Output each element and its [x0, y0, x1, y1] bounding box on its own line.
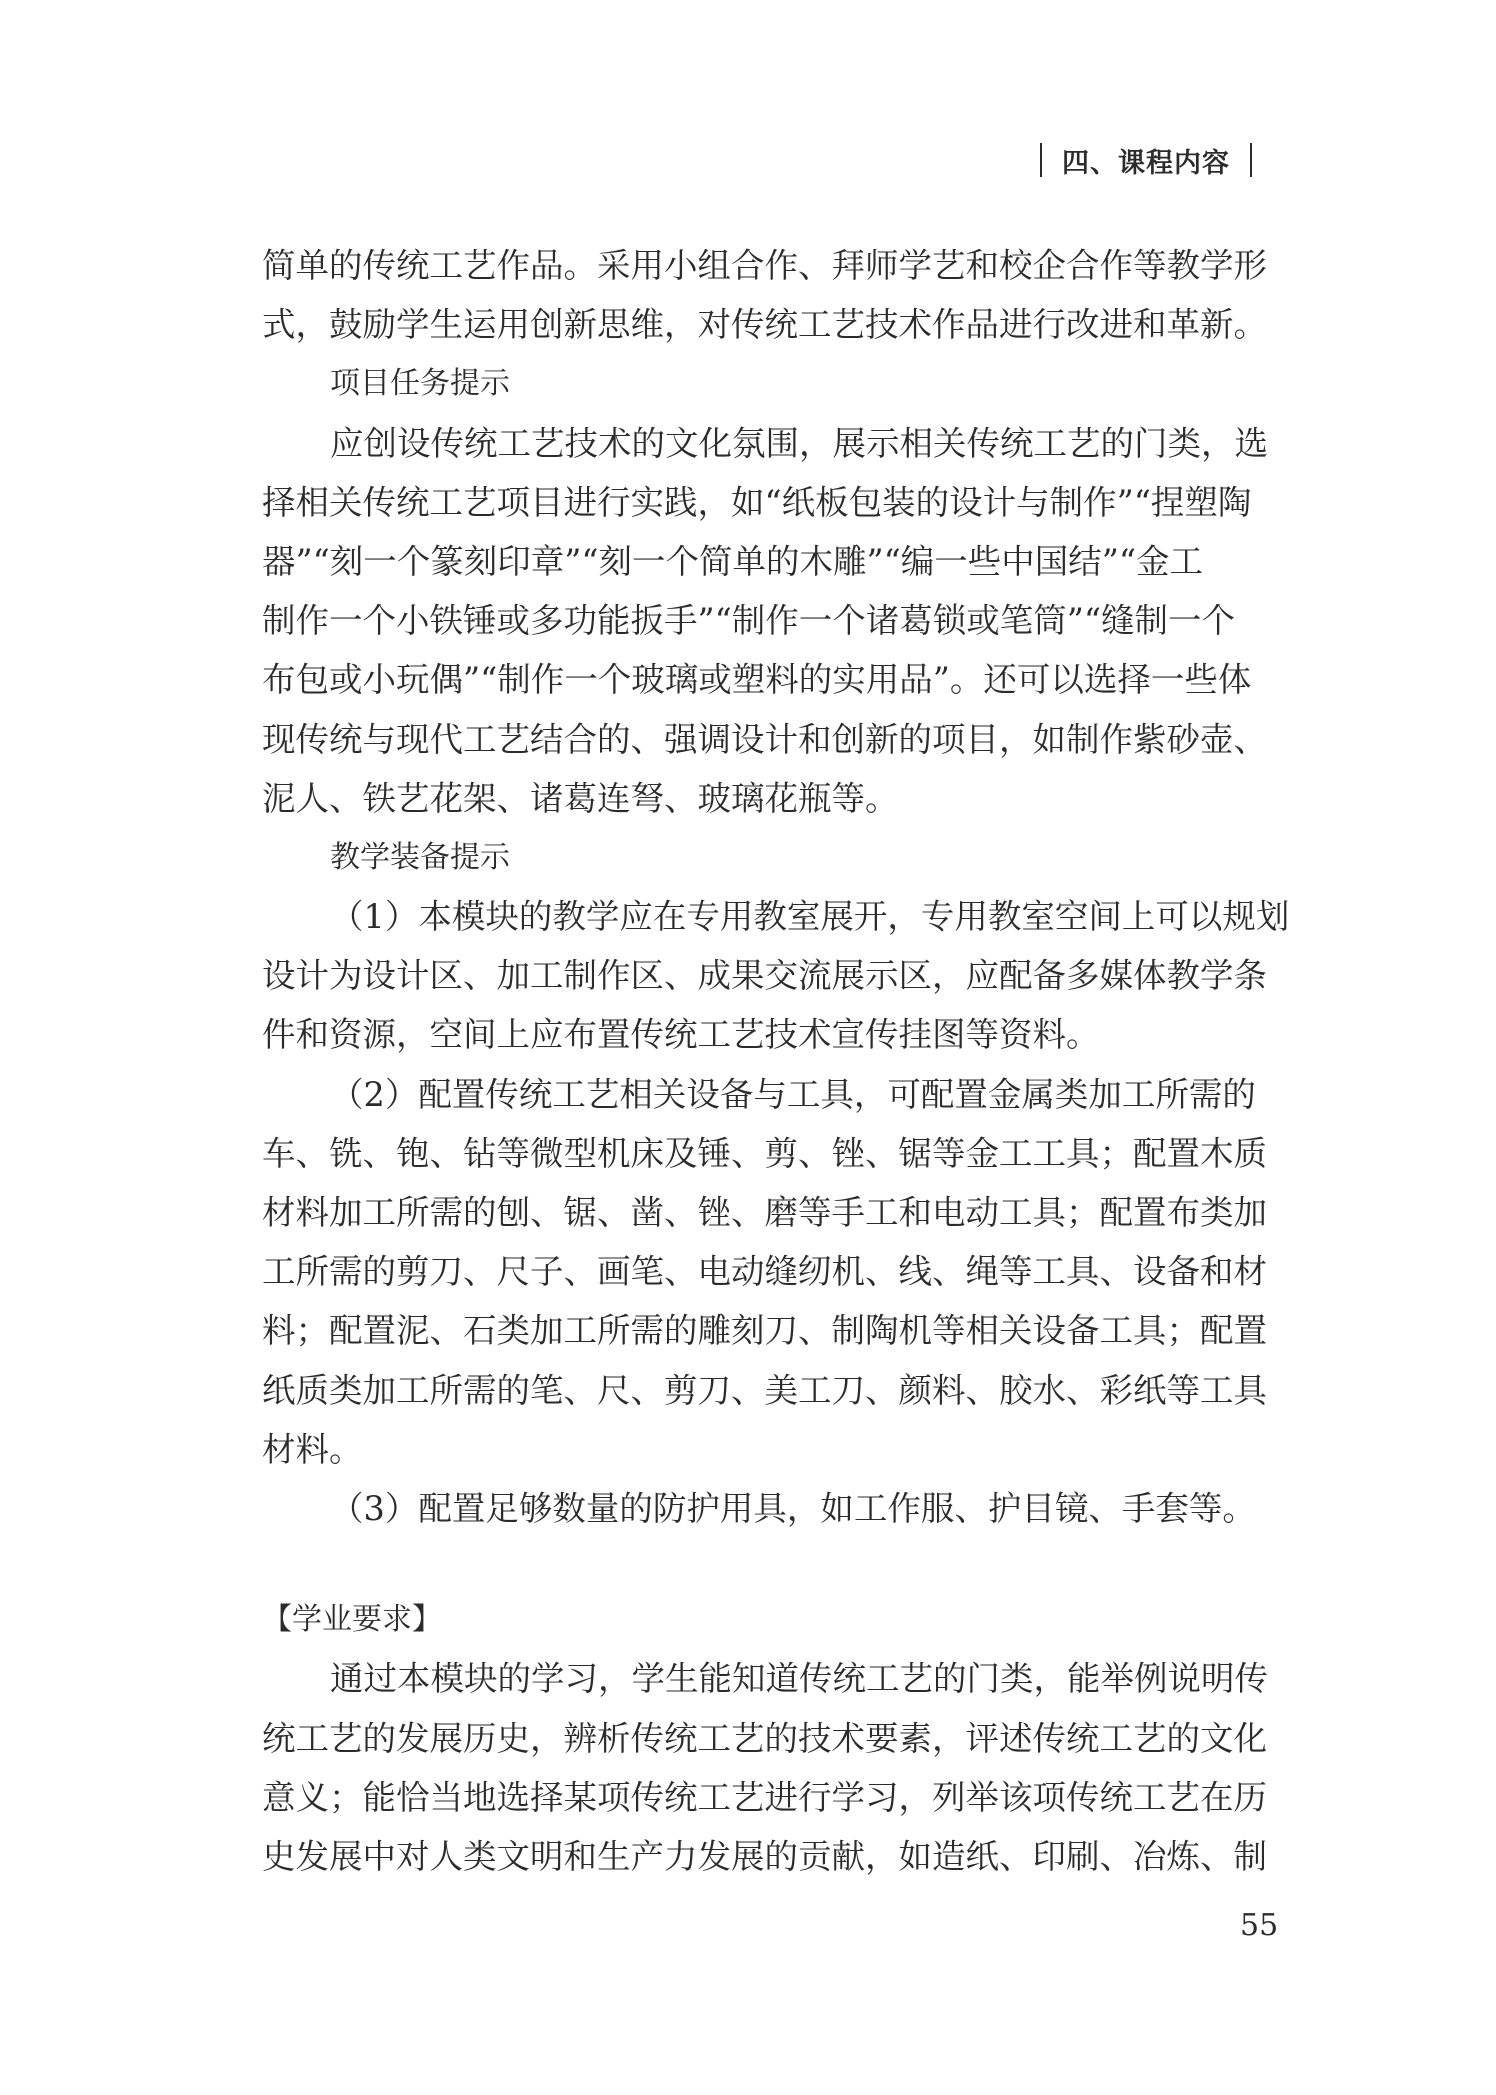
body-text	[262, 236, 1290, 1886]
text-line: 布包或小玩偶”“制作一个玻璃或塑料的实用品”。还可以选择一些体	[262, 660, 1252, 700]
page-number: 55	[1240, 1908, 1279, 1943]
text-line: 统工艺的发展历史，辨析传统工艺的技术要素，评述传统工艺的文化	[262, 1718, 1267, 1758]
text-line: 意义；能恰当地选择某项传统工艺进行学习，列举该项传统工艺在历	[262, 1777, 1267, 1817]
text-line: （3）配置足够数量的防护用具，如工作服、护目镜、手套等。	[330, 1488, 1256, 1528]
text-line: 纸质类加工所需的笔、尺、剪刀、美工刀、颜料、胶水、彩纸等工具	[262, 1370, 1267, 1410]
text-line: 史发展中对人类文明和生产力发展的贡献，如造纸、印刷、冶炼、制	[262, 1836, 1267, 1876]
text-line: 择相关传统工艺项目进行实践，如“纸板包装的设计与制作”“捏塑陶	[262, 482, 1252, 522]
text-line: 器”“刻一个篆刻印章”“刻一个简单的木雕”“编一些中国结”“金工	[262, 541, 1204, 581]
text-line: 简单的传统工艺作品。采用小组合作、拜师学艺和校企合作等教学形	[262, 246, 1267, 285]
text-line: 车、铣、铇、钻等微型机床及锤、剪、锉、锯等金工工具；配置木质	[262, 1133, 1267, 1173]
text-line: 应创设传统工艺技术的文化氛围，展示相关传统工艺的门类，选	[330, 423, 1268, 463]
text-line: 料；配置泥、石类加工所需的雕刻刀、制陶机等相关设备工具；配置	[262, 1311, 1267, 1351]
text-line: 件和资源，空间上应布置传统工艺技术宣传挂图等资料。	[262, 1015, 1100, 1055]
subheading-project-tasks: 项目任务提示	[330, 366, 510, 402]
text-line: 式，鼓励学生运用创新思维，对传统工艺技术作品进行改进和革新。	[262, 305, 1267, 345]
text-line: 通过本模块的学习，学生能知道传统工艺的门类，能举例说明传	[330, 1659, 1268, 1699]
text-line: 材料加工所需的刨、锯、凿、锉、磨等手工和电动工具；配置布类加	[262, 1193, 1267, 1232]
text-line: （1）本模块的教学应在专用教室展开，专用教室空间上可以规划	[330, 897, 1290, 937]
chapter-title: 四、课程内容	[1062, 147, 1230, 179]
text-line: 设计为设计区、加工制作区、成果交流展示区，应配备多媒体教学条	[262, 956, 1267, 996]
running-header	[1040, 140, 1280, 180]
text-line: 泥人、铁艺花架、诸葛连弩、玻璃花瓶等。	[262, 778, 899, 818]
section-heading-academic-requirements: 【学业要求】	[262, 1602, 442, 1638]
subheading-equipment: 教学装备提示	[330, 839, 510, 875]
text-line: 制作一个小铁锤或多功能扳手”“制作一个诸葛锁或笔筒”“缝制一个	[262, 601, 1236, 641]
text-line: （2）配置传统工艺相关设备与工具，可配置金属类加工所需的	[330, 1074, 1256, 1114]
text-line: 工所需的剪刀、尺子、画笔、电动缝纫机、线、绳等工具、设备和材	[262, 1252, 1267, 1292]
text-line: 现传统与现代工艺结合的、强调设计和创新的项目，如制作紫砂壶、	[262, 719, 1267, 759]
header-right-rule	[1250, 143, 1252, 177]
text-line: 材料。	[262, 1429, 363, 1469]
header-left-rule	[1040, 143, 1042, 177]
